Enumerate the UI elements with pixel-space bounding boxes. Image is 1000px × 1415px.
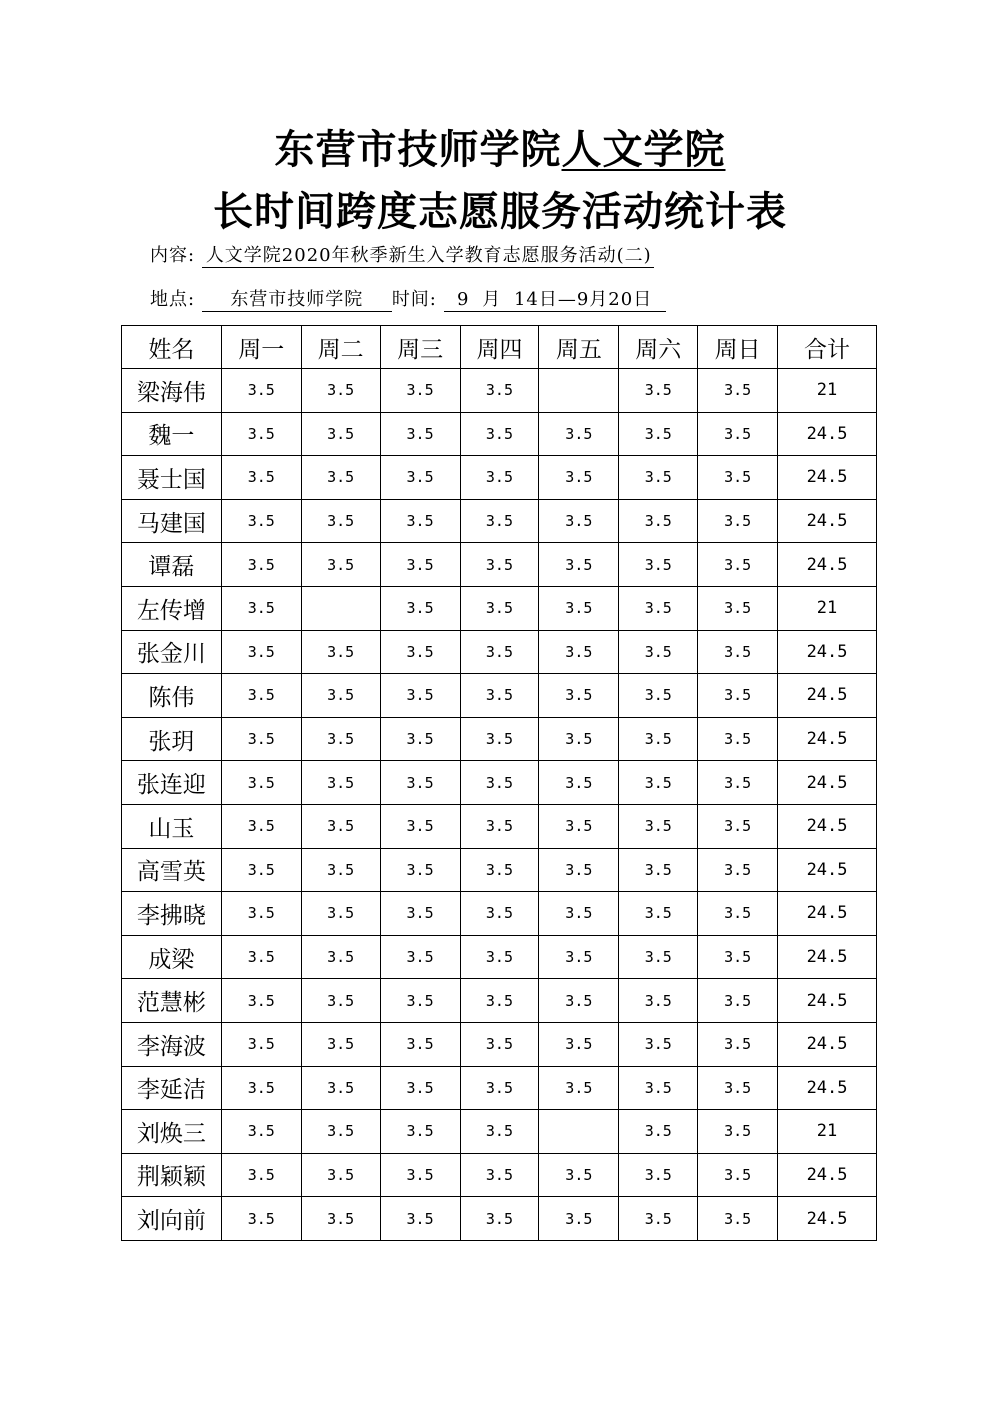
cell-wed: 3.5 — [380, 935, 460, 979]
cell-wed: 3.5 — [380, 499, 460, 543]
cell-sat: 3.5 — [619, 761, 698, 805]
cell-sat: 3.5 — [619, 586, 698, 630]
table-row — [122, 369, 877, 413]
cell-sat: 3.5 — [619, 1153, 698, 1197]
cell-total: 24.5 — [778, 935, 877, 979]
table-row — [122, 674, 877, 718]
cell-sat: 3.5 — [619, 1110, 698, 1154]
cell-mon: 3.5 — [221, 1197, 301, 1241]
cell-fri: 3.5 — [539, 1022, 619, 1066]
cell-fri — [539, 1110, 619, 1154]
cell-wed: 3.5 — [380, 761, 460, 805]
cell-thu: 3.5 — [460, 717, 539, 761]
cell-thu: 3.5 — [460, 892, 539, 936]
cell-total: 24.5 — [778, 1066, 877, 1110]
cell-fri: 3.5 — [539, 456, 619, 500]
cell-sat: 3.5 — [619, 630, 698, 674]
cell-total: 21 — [778, 369, 877, 413]
cell-sat: 3.5 — [619, 804, 698, 848]
cell-sun: 3.5 — [698, 630, 778, 674]
cell-wed: 3.5 — [380, 1197, 460, 1241]
cell-name: 张玥 — [122, 717, 222, 761]
cell-tue: 3.5 — [301, 456, 380, 500]
cell-fri — [539, 369, 619, 413]
cell-name: 刘焕三 — [122, 1110, 222, 1154]
cell-fri: 3.5 — [539, 412, 619, 456]
cell-sat: 3.5 — [619, 412, 698, 456]
cell-sat: 3.5 — [619, 543, 698, 587]
cell-fri: 3.5 — [539, 674, 619, 718]
cell-fri: 3.5 — [539, 761, 619, 805]
table-row — [122, 761, 877, 805]
cell-name: 聂士国 — [122, 456, 222, 500]
cell-sat: 3.5 — [619, 456, 698, 500]
table-row — [122, 456, 877, 500]
table-row — [122, 804, 877, 848]
cell-sun: 3.5 — [698, 892, 778, 936]
place-label: 地点: — [150, 289, 196, 310]
cell-thu: 3.5 — [460, 935, 539, 979]
cell-wed: 3.5 — [380, 456, 460, 500]
cell-fri: 3.5 — [539, 935, 619, 979]
cell-wed: 3.5 — [380, 674, 460, 718]
cell-tue: 3.5 — [301, 761, 380, 805]
cell-wed: 3.5 — [380, 892, 460, 936]
cell-wed: 3.5 — [380, 1153, 460, 1197]
cell-wed: 3.5 — [380, 630, 460, 674]
cell-tue: 3.5 — [301, 1022, 380, 1066]
cell-thu: 3.5 — [460, 1022, 539, 1066]
cell-name: 成梁 — [122, 935, 222, 979]
volunteer-hours-table — [121, 325, 877, 1241]
document-subtitle: 长时间跨度志愿服务活动统计表 — [213, 189, 787, 235]
cell-tue: 3.5 — [301, 543, 380, 587]
cell-tue — [301, 586, 380, 630]
cell-sun: 3.5 — [698, 412, 778, 456]
cell-mon: 3.5 — [221, 674, 301, 718]
cell-sat: 3.5 — [619, 717, 698, 761]
cell-tue: 3.5 — [301, 499, 380, 543]
header-name: 姓名 — [122, 326, 222, 369]
cell-total: 24.5 — [778, 630, 877, 674]
cell-thu: 3.5 — [460, 543, 539, 587]
cell-tue: 3.5 — [301, 848, 380, 892]
table-row — [122, 1110, 877, 1154]
cell-sat: 3.5 — [619, 499, 698, 543]
cell-thu: 3.5 — [460, 1066, 539, 1110]
table-row — [122, 1022, 877, 1066]
header-tuesday: 周二 — [301, 326, 380, 369]
cell-fri: 3.5 — [539, 979, 619, 1023]
table-row — [122, 499, 877, 543]
cell-name: 张连迎 — [122, 761, 222, 805]
content-line — [150, 241, 654, 268]
cell-name: 马建国 — [122, 499, 222, 543]
cell-name: 陈伟 — [122, 674, 222, 718]
cell-sat: 3.5 — [619, 848, 698, 892]
document-title — [0, 118, 1000, 175]
cell-sat: 3.5 — [619, 1066, 698, 1110]
cell-sun: 3.5 — [698, 369, 778, 413]
table-row — [122, 935, 877, 979]
cell-total: 24.5 — [778, 717, 877, 761]
table-row — [122, 979, 877, 1023]
cell-total: 24.5 — [778, 761, 877, 805]
cell-thu: 3.5 — [460, 804, 539, 848]
title-department: 人文学院 — [561, 127, 726, 173]
cell-name: 梁海伟 — [122, 369, 222, 413]
table-row — [122, 717, 877, 761]
cell-wed: 3.5 — [380, 1022, 460, 1066]
cell-sat: 3.5 — [619, 979, 698, 1023]
cell-fri: 3.5 — [539, 717, 619, 761]
cell-sun: 3.5 — [698, 979, 778, 1023]
cell-name: 李延洁 — [122, 1066, 222, 1110]
cell-fri: 3.5 — [539, 1066, 619, 1110]
cell-total: 24.5 — [778, 804, 877, 848]
table-body — [122, 369, 877, 1241]
cell-total: 21 — [778, 586, 877, 630]
cell-fri: 3.5 — [539, 848, 619, 892]
cell-name: 魏一 — [122, 412, 222, 456]
header-sunday: 周日 — [698, 326, 778, 369]
cell-name: 刘向前 — [122, 1197, 222, 1241]
cell-sun: 3.5 — [698, 543, 778, 587]
cell-thu: 3.5 — [460, 979, 539, 1023]
cell-sat: 3.5 — [619, 369, 698, 413]
cell-mon: 3.5 — [221, 935, 301, 979]
cell-sun: 3.5 — [698, 1110, 778, 1154]
cell-sat: 3.5 — [619, 935, 698, 979]
cell-wed: 3.5 — [380, 412, 460, 456]
cell-wed: 3.5 — [380, 369, 460, 413]
cell-fri: 3.5 — [539, 499, 619, 543]
cell-mon: 3.5 — [221, 412, 301, 456]
cell-sun: 3.5 — [698, 586, 778, 630]
cell-tue: 3.5 — [301, 979, 380, 1023]
header-saturday: 周六 — [619, 326, 698, 369]
cell-name: 高雪英 — [122, 848, 222, 892]
cell-thu: 3.5 — [460, 1197, 539, 1241]
cell-mon: 3.5 — [221, 369, 301, 413]
cell-sun: 3.5 — [698, 761, 778, 805]
cell-sat: 3.5 — [619, 1022, 698, 1066]
cell-total: 24.5 — [778, 979, 877, 1023]
cell-name: 左传增 — [122, 586, 222, 630]
table-row — [122, 892, 877, 936]
cell-total: 24.5 — [778, 1022, 877, 1066]
cell-total: 24.5 — [778, 1197, 877, 1241]
place-time-line — [150, 285, 666, 312]
cell-total: 24.5 — [778, 412, 877, 456]
cell-tue: 3.5 — [301, 804, 380, 848]
cell-sat: 3.5 — [619, 1197, 698, 1241]
cell-mon: 3.5 — [221, 1153, 301, 1197]
cell-fri: 3.5 — [539, 543, 619, 587]
cell-total: 24.5 — [778, 848, 877, 892]
title-prefix: 东营市技师学院 — [274, 127, 562, 173]
cell-mon: 3.5 — [221, 717, 301, 761]
cell-wed: 3.5 — [380, 1066, 460, 1110]
cell-fri: 3.5 — [539, 892, 619, 936]
cell-wed: 3.5 — [380, 848, 460, 892]
header-total: 合计 — [778, 326, 877, 369]
cell-sat: 3.5 — [619, 674, 698, 718]
cell-wed: 3.5 — [380, 543, 460, 587]
cell-total: 24.5 — [778, 456, 877, 500]
cell-name: 张金川 — [122, 630, 222, 674]
header-friday: 周五 — [539, 326, 619, 369]
cell-mon: 3.5 — [221, 761, 301, 805]
cell-thu: 3.5 — [460, 630, 539, 674]
cell-wed: 3.5 — [380, 586, 460, 630]
cell-mon: 3.5 — [221, 456, 301, 500]
cell-thu: 3.5 — [460, 412, 539, 456]
cell-wed: 3.5 — [380, 717, 460, 761]
cell-sun: 3.5 — [698, 804, 778, 848]
table-row — [122, 586, 877, 630]
cell-name: 李海波 — [122, 1022, 222, 1066]
cell-tue: 3.5 — [301, 1110, 380, 1154]
cell-thu: 3.5 — [460, 586, 539, 630]
cell-name: 李拂晓 — [122, 892, 222, 936]
cell-sun: 3.5 — [698, 674, 778, 718]
content-value: 人文学院2020年秋季新生入学教育志愿服务活动(二) — [202, 245, 654, 268]
cell-total: 24.5 — [778, 499, 877, 543]
table-row — [122, 543, 877, 587]
cell-tue: 3.5 — [301, 1066, 380, 1110]
cell-mon: 3.5 — [221, 804, 301, 848]
cell-fri: 3.5 — [539, 1153, 619, 1197]
cell-sun: 3.5 — [698, 717, 778, 761]
cell-mon: 3.5 — [221, 1022, 301, 1066]
cell-tue: 3.5 — [301, 674, 380, 718]
table-row — [122, 630, 877, 674]
cell-tue: 3.5 — [301, 717, 380, 761]
cell-mon: 3.5 — [221, 1110, 301, 1154]
cell-sun: 3.5 — [698, 1066, 778, 1110]
table-row — [122, 1066, 877, 1110]
cell-wed: 3.5 — [380, 804, 460, 848]
cell-thu: 3.5 — [460, 761, 539, 805]
cell-total: 24.5 — [778, 892, 877, 936]
cell-mon: 3.5 — [221, 1066, 301, 1110]
cell-thu: 3.5 — [460, 369, 539, 413]
cell-fri: 3.5 — [539, 804, 619, 848]
cell-wed: 3.5 — [380, 1110, 460, 1154]
cell-thu: 3.5 — [460, 848, 539, 892]
cell-sun: 3.5 — [698, 1022, 778, 1066]
cell-tue: 3.5 — [301, 935, 380, 979]
cell-sun: 3.5 — [698, 1153, 778, 1197]
cell-name: 山玉 — [122, 804, 222, 848]
cell-mon: 3.5 — [221, 630, 301, 674]
cell-mon: 3.5 — [221, 979, 301, 1023]
cell-total: 21 — [778, 1110, 877, 1154]
cell-sun: 3.5 — [698, 1197, 778, 1241]
table-row — [122, 848, 877, 892]
cell-mon: 3.5 — [221, 499, 301, 543]
table-row — [122, 412, 877, 456]
table-row — [122, 1197, 877, 1241]
cell-name: 荆颖颖 — [122, 1153, 222, 1197]
place-value: 东营市技师学院 — [202, 289, 392, 312]
cell-thu: 3.5 — [460, 456, 539, 500]
cell-sat: 3.5 — [619, 892, 698, 936]
cell-fri: 3.5 — [539, 1197, 619, 1241]
header-thursday: 周四 — [460, 326, 539, 369]
cell-mon: 3.5 — [221, 586, 301, 630]
cell-total: 24.5 — [778, 1153, 877, 1197]
cell-name: 范慧彬 — [122, 979, 222, 1023]
header-monday: 周一 — [221, 326, 301, 369]
cell-tue: 3.5 — [301, 369, 380, 413]
cell-thu: 3.5 — [460, 499, 539, 543]
table-row — [122, 1153, 877, 1197]
cell-tue: 3.5 — [301, 892, 380, 936]
cell-tue: 3.5 — [301, 1153, 380, 1197]
cell-mon: 3.5 — [221, 543, 301, 587]
cell-fri: 3.5 — [539, 586, 619, 630]
cell-mon: 3.5 — [221, 848, 301, 892]
cell-sun: 3.5 — [698, 848, 778, 892]
cell-fri: 3.5 — [539, 630, 619, 674]
time-label: 时间: — [391, 289, 437, 310]
cell-mon: 3.5 — [221, 892, 301, 936]
cell-total: 24.5 — [778, 674, 877, 718]
header-wednesday: 周三 — [380, 326, 460, 369]
content-label: 内容: — [150, 245, 196, 266]
cell-sun: 3.5 — [698, 499, 778, 543]
table-header-row — [122, 326, 877, 369]
cell-total: 24.5 — [778, 543, 877, 587]
cell-thu: 3.5 — [460, 674, 539, 718]
cell-name: 谭磊 — [122, 543, 222, 587]
cell-sun: 3.5 — [698, 456, 778, 500]
cell-tue: 3.5 — [301, 412, 380, 456]
cell-wed: 3.5 — [380, 979, 460, 1023]
cell-tue: 3.5 — [301, 1197, 380, 1241]
cell-sun: 3.5 — [698, 935, 778, 979]
time-value: 9 月 14日—9月20日 — [444, 289, 666, 312]
cell-thu: 3.5 — [460, 1153, 539, 1197]
cell-thu: 3.5 — [460, 1110, 539, 1154]
cell-tue: 3.5 — [301, 630, 380, 674]
